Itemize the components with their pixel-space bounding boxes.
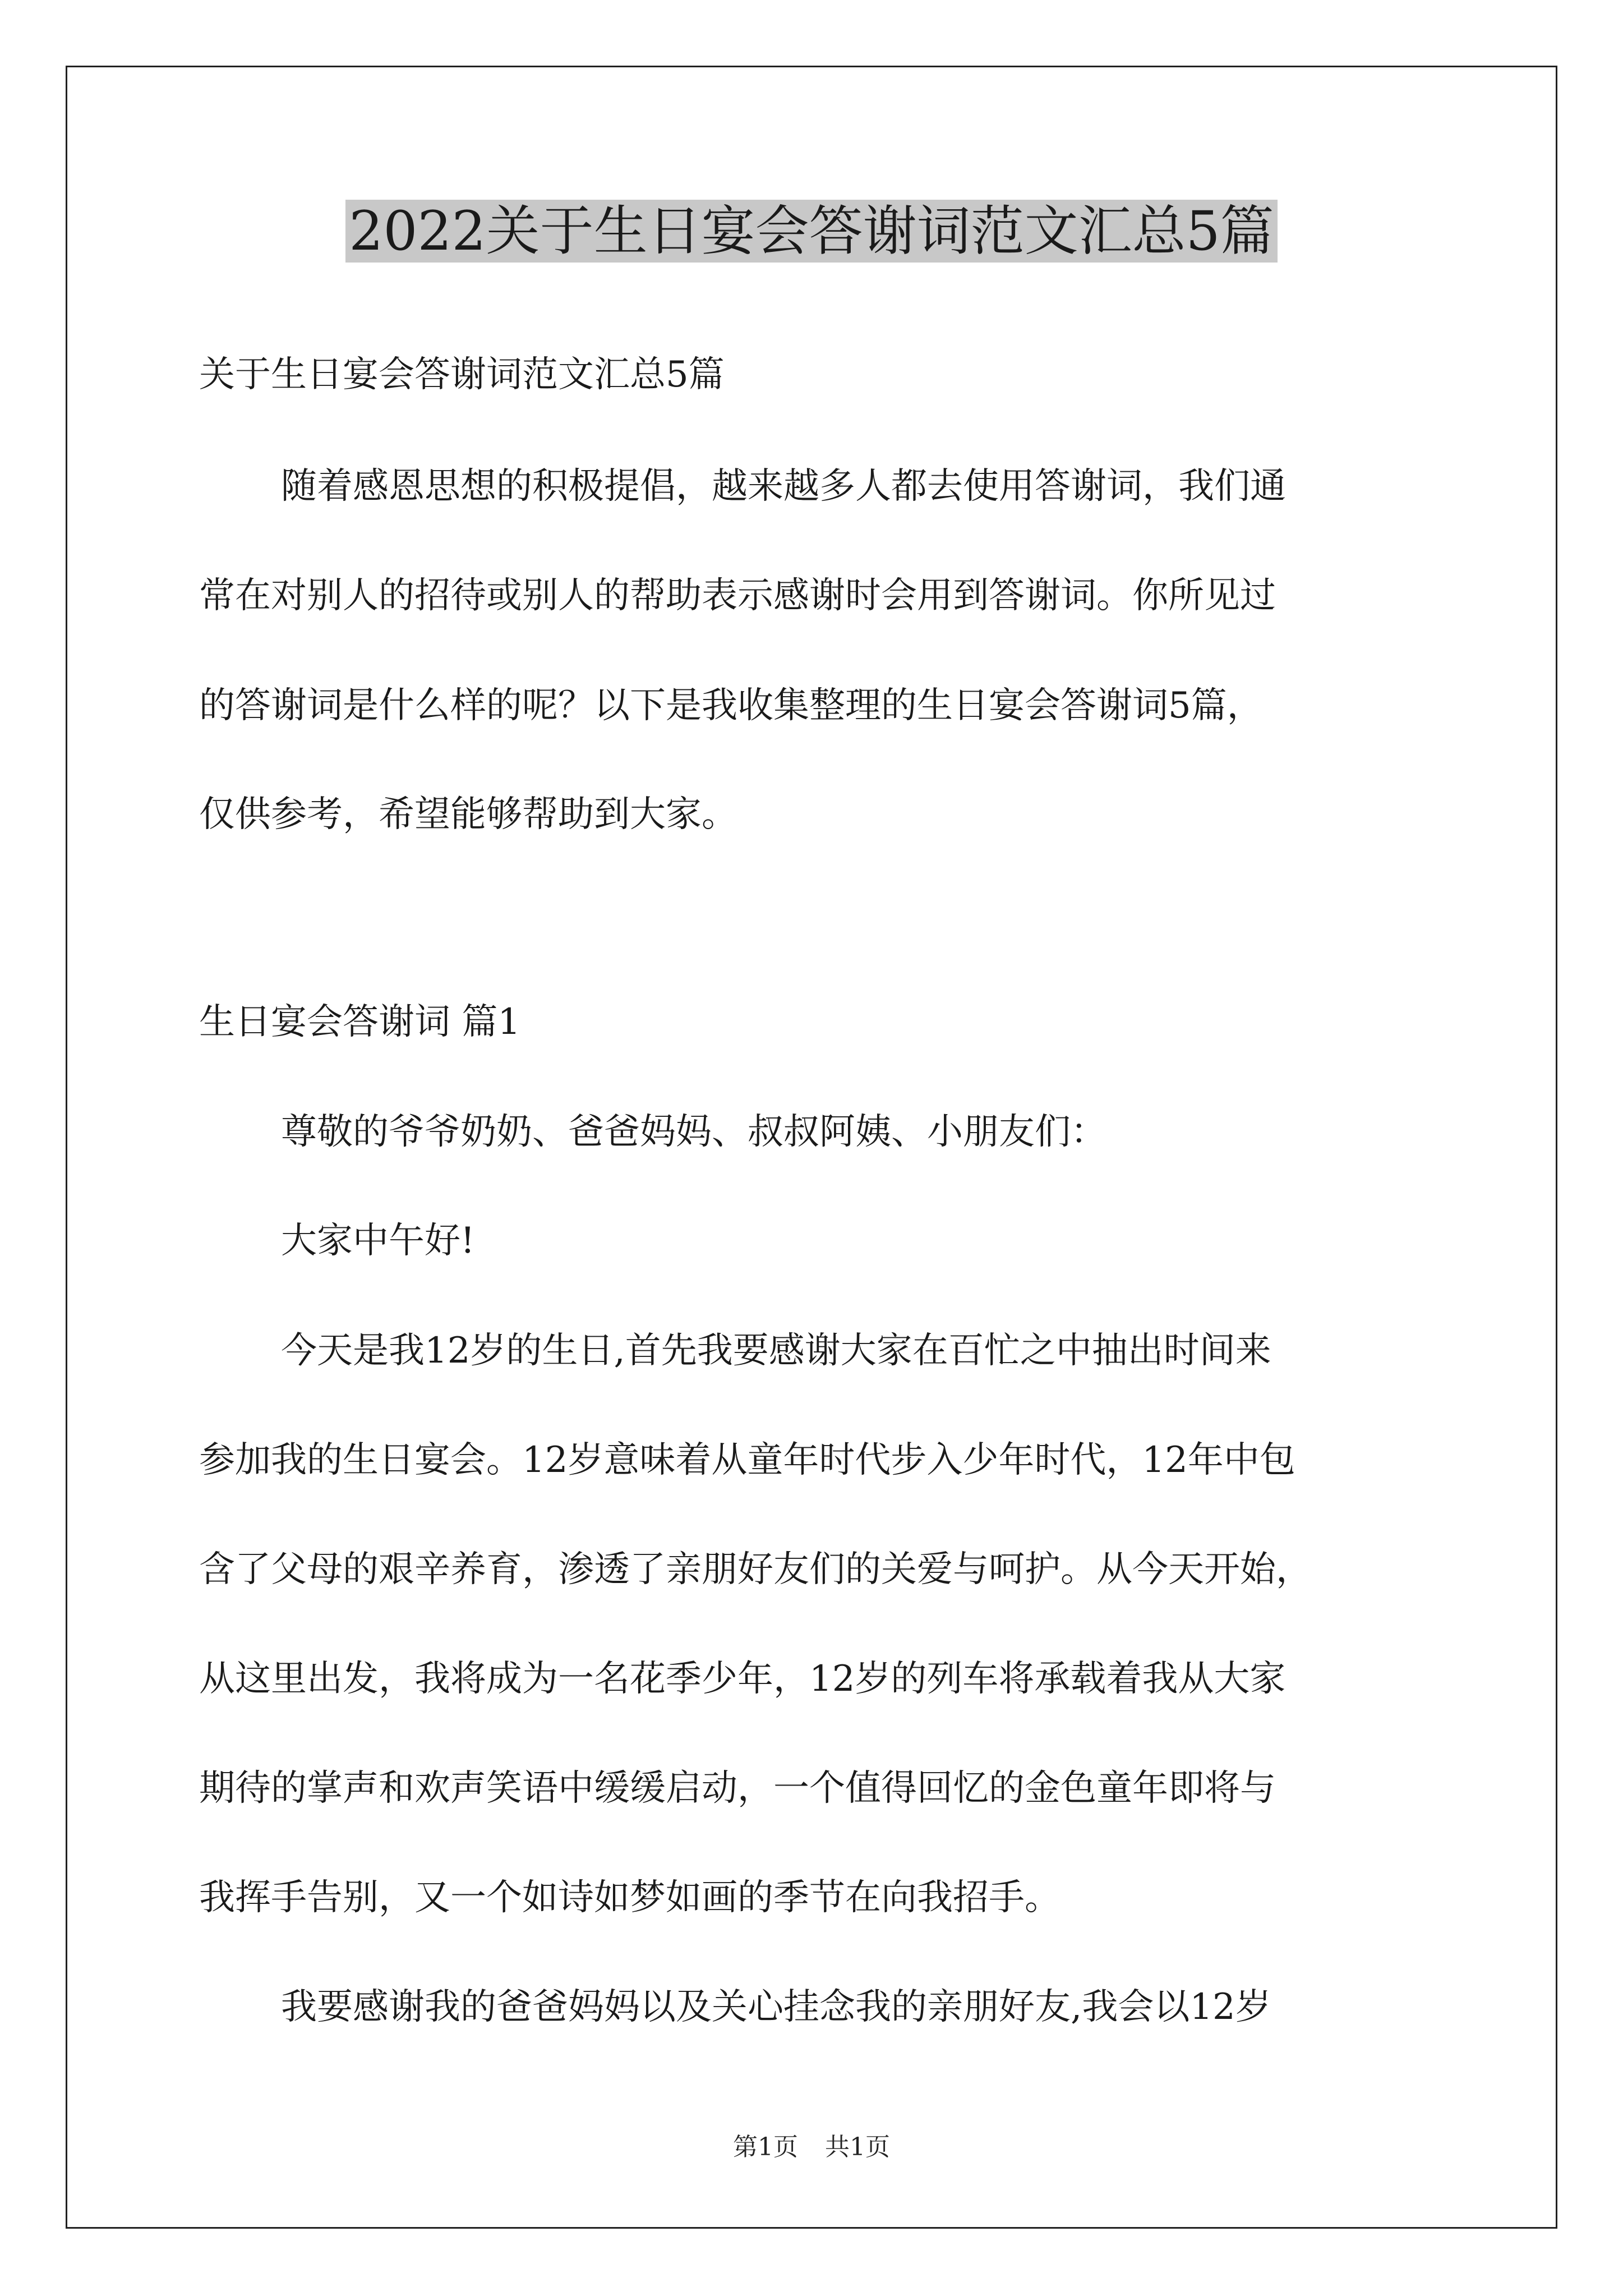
- body-line: 从这里出发，我将成为一名花季少年，12岁的列车将承载着我从大家: [199, 1658, 1286, 1700]
- document-title-text: 2022关于生日宴会答谢词范文汇总5篇: [345, 200, 1277, 263]
- page-total: 共1页: [825, 2133, 890, 2161]
- intro-line: 的答谢词是什么样的呢？以下是我收集整理的生日宴会答谢词5篇，: [199, 685, 1263, 726]
- intro-line: 仅供参考，希望能够帮助到大家。: [199, 794, 737, 835]
- section-heading: 生日宴会答谢词 篇1: [199, 1001, 521, 1043]
- greeting-line: 尊敬的爷爷奶奶、爸爸妈妈、叔叔阿姨、小朋友们：: [281, 1111, 1106, 1153]
- intro-line: 随着感恩思想的积极提倡，越来越多人都去使用答谢词，我们通: [281, 466, 1286, 507]
- intro-line: 常在对别人的招待或别人的帮助表示感谢时会用到答谢词。你所见过: [199, 575, 1276, 616]
- salutation-line: 大家中午好!: [281, 1220, 475, 1262]
- body-line: 期待的掌声和欢声笑语中缓缓启动，一个值得回忆的金色童年即将与: [199, 1768, 1276, 1809]
- document-subtitle: 关于生日宴会答谢词范文汇总5篇: [199, 354, 725, 395]
- body-line: 含了父母的艰辛养育，渗透了亲朋好友们的关爱与呵护。从今天开始，: [199, 1549, 1312, 1590]
- page-number: 第1页: [733, 2133, 798, 2161]
- document-title: [0, 197, 1623, 265]
- body-line: 我挥手告别，又一个如诗如梦如画的季节在向我招手。: [199, 1877, 1061, 1918]
- page-footer: [0, 2132, 1623, 2163]
- body-line: 我要感谢我的爸爸妈妈以及关心挂念我的亲朋好友,我会以12岁: [281, 1986, 1271, 2028]
- body-line: 今天是我12岁的生日,首先我要感谢大家在百忙之中抽出时间来: [281, 1330, 1271, 1372]
- body-line: 参加我的生日宴会。12岁意味着从童年时代步入少年时代，12年中包: [199, 1439, 1295, 1481]
